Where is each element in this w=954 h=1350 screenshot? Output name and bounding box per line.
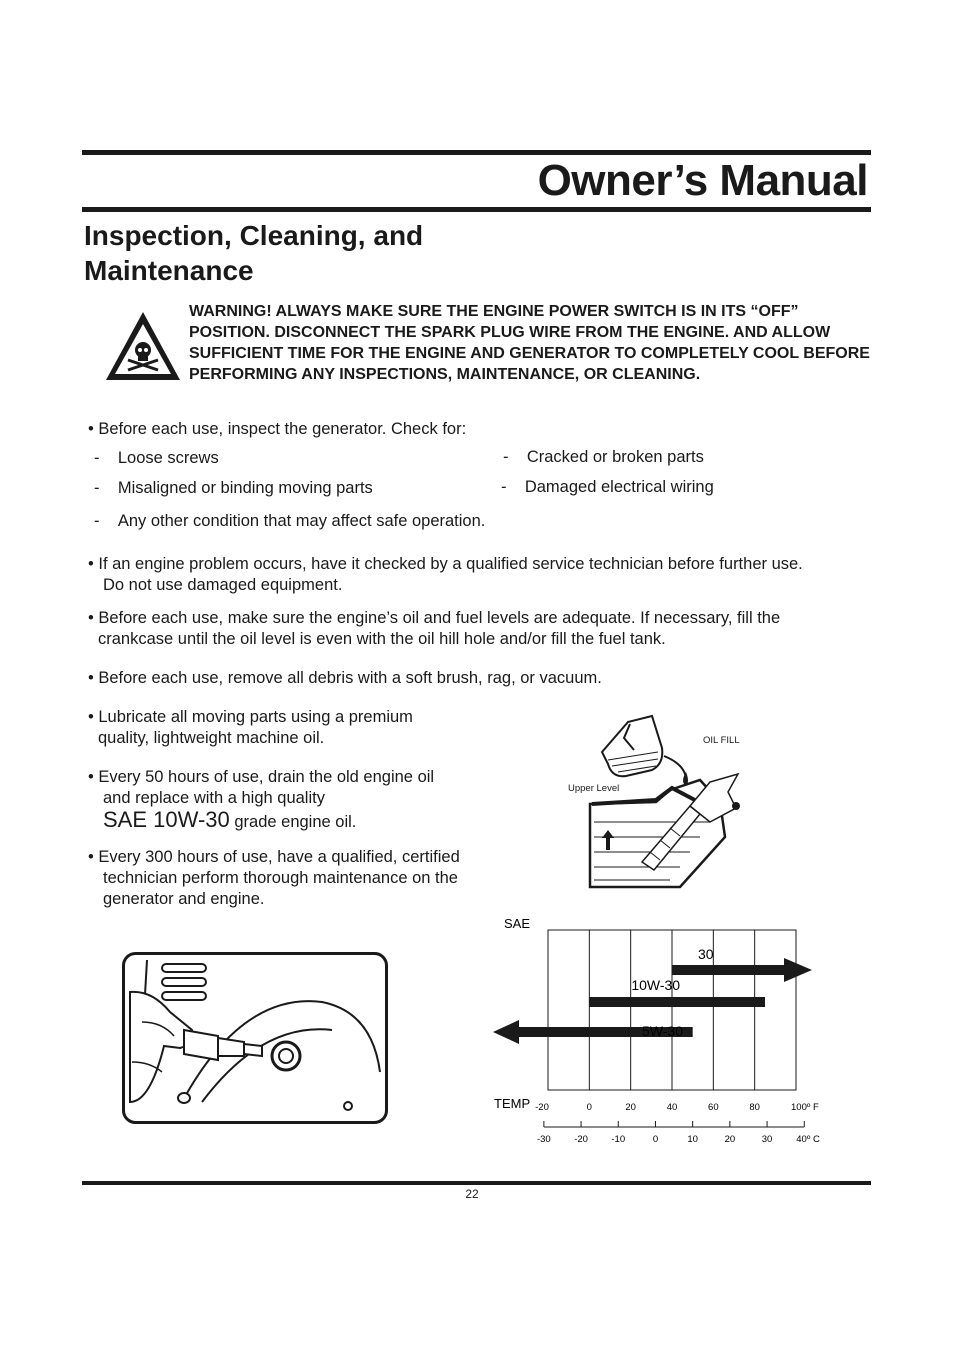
oil-grade-bar bbox=[589, 997, 765, 1007]
tick-label: 40º C bbox=[796, 1134, 820, 1145]
bullet-lubricate: • Lubricate all moving parts using a premium quality, lightweight machine oil. bbox=[88, 708, 413, 747]
tick-label: 40 bbox=[666, 1102, 678, 1113]
tick-label: 20 bbox=[724, 1134, 736, 1145]
bullet-debris: • Before each use, remove all debris with a soft brush, rag, or vacuum. bbox=[88, 669, 602, 687]
tick-label: 80 bbox=[749, 1102, 760, 1113]
tick-label: 60 bbox=[708, 1102, 719, 1113]
tick-label: 10 bbox=[687, 1134, 698, 1145]
tick-label: 0 bbox=[652, 1134, 659, 1145]
section-title: Inspection, Cleaning, and Maintenance bbox=[84, 220, 424, 286]
tick-label: -20 bbox=[535, 1102, 549, 1113]
tick-label: 20 bbox=[625, 1102, 636, 1113]
list-item: - Misaligned or binding moving parts bbox=[94, 479, 373, 497]
oil-grade-arrow bbox=[784, 958, 812, 982]
bullet-300-hours: • Every 300 hours of use, have a qualified, certified technician perform thorough maintenance on the generator and engine. bbox=[88, 848, 460, 908]
tick-label: -30 bbox=[536, 1134, 551, 1145]
bullet-50-hours: • Every 50 hours of use, drain the old engine oil and replace with a high quality SAE 10W-30 grade engine oil. bbox=[88, 768, 435, 832]
oil-grade: SAE 10W-30 bbox=[103, 807, 230, 832]
skull-warning-triangle-icon bbox=[104, 310, 182, 382]
oil-fill-label: OIL FILL bbox=[703, 735, 740, 746]
y-axis-label: SAE bbox=[504, 916, 531, 931]
bullet-oil-fuel: • Before each use, make sure the engine’s oil and fuel levels are adequate. If necessary, fill the crankcase until the oil level is even with the oil hill hole and/or fill the fuel tank. bbox=[88, 609, 781, 648]
list-item: - Loose screws bbox=[94, 449, 219, 467]
tick-label: 100º F bbox=[791, 1102, 819, 1113]
upper-level-label: Upper Level bbox=[568, 783, 620, 794]
inspect-intro: • Before each use, inspect the generator. Check for: bbox=[88, 420, 467, 438]
oil-grade-label: 5W-30 bbox=[642, 1023, 683, 1039]
page-title: Owner’s Manual bbox=[537, 156, 868, 205]
oil-grade-arrow bbox=[493, 1020, 519, 1044]
oil-grade-label: 30 bbox=[698, 946, 714, 962]
list-item: - Cracked or broken parts bbox=[503, 448, 704, 466]
oil-grade-bar bbox=[672, 965, 784, 975]
x-axis-label: TEMP bbox=[494, 1096, 531, 1111]
list-item: - Damaged electrical wiring bbox=[501, 478, 714, 496]
page-number: 22 bbox=[465, 1187, 479, 1201]
tick-label: 30 bbox=[761, 1134, 773, 1145]
oil-fill-diagram bbox=[560, 712, 780, 892]
list-item: - Any other condition that may affect safe operation. bbox=[94, 512, 486, 530]
oil-grade-label: 10W-30 bbox=[631, 977, 681, 993]
sae-temp-chart bbox=[485, 912, 845, 1152]
header-bottom-rule bbox=[82, 207, 871, 212]
footer-rule bbox=[82, 1181, 871, 1185]
warning-text: WARNING! ALWAYS MAKE SURE THE ENGINE POWER SWITCH IS IN ITS “OFF” POSITION. DISCONNECT THE SPARK PLUG WIRE FROM THE ENGINE. AND ALLOW SUFFICIENT TIME FOR THE ENGINE AND GENERATOR TO COMPLETELY COOL BEFORE PERFORMING ANY INSPECTIONS, MAINTENANCE, OR CLEANING. bbox=[189, 303, 870, 383]
tick-label: -20 bbox=[574, 1134, 588, 1145]
header-top-rule bbox=[82, 150, 871, 155]
tick-label: 0 bbox=[586, 1102, 592, 1113]
dipstick-illustration bbox=[122, 952, 388, 1124]
tick-label: -10 bbox=[611, 1134, 626, 1145]
bullet-engine-problem: • If an engine problem occurs, have it checked by a qualified service technician before further use. Do not use damaged equipment. bbox=[88, 555, 803, 594]
